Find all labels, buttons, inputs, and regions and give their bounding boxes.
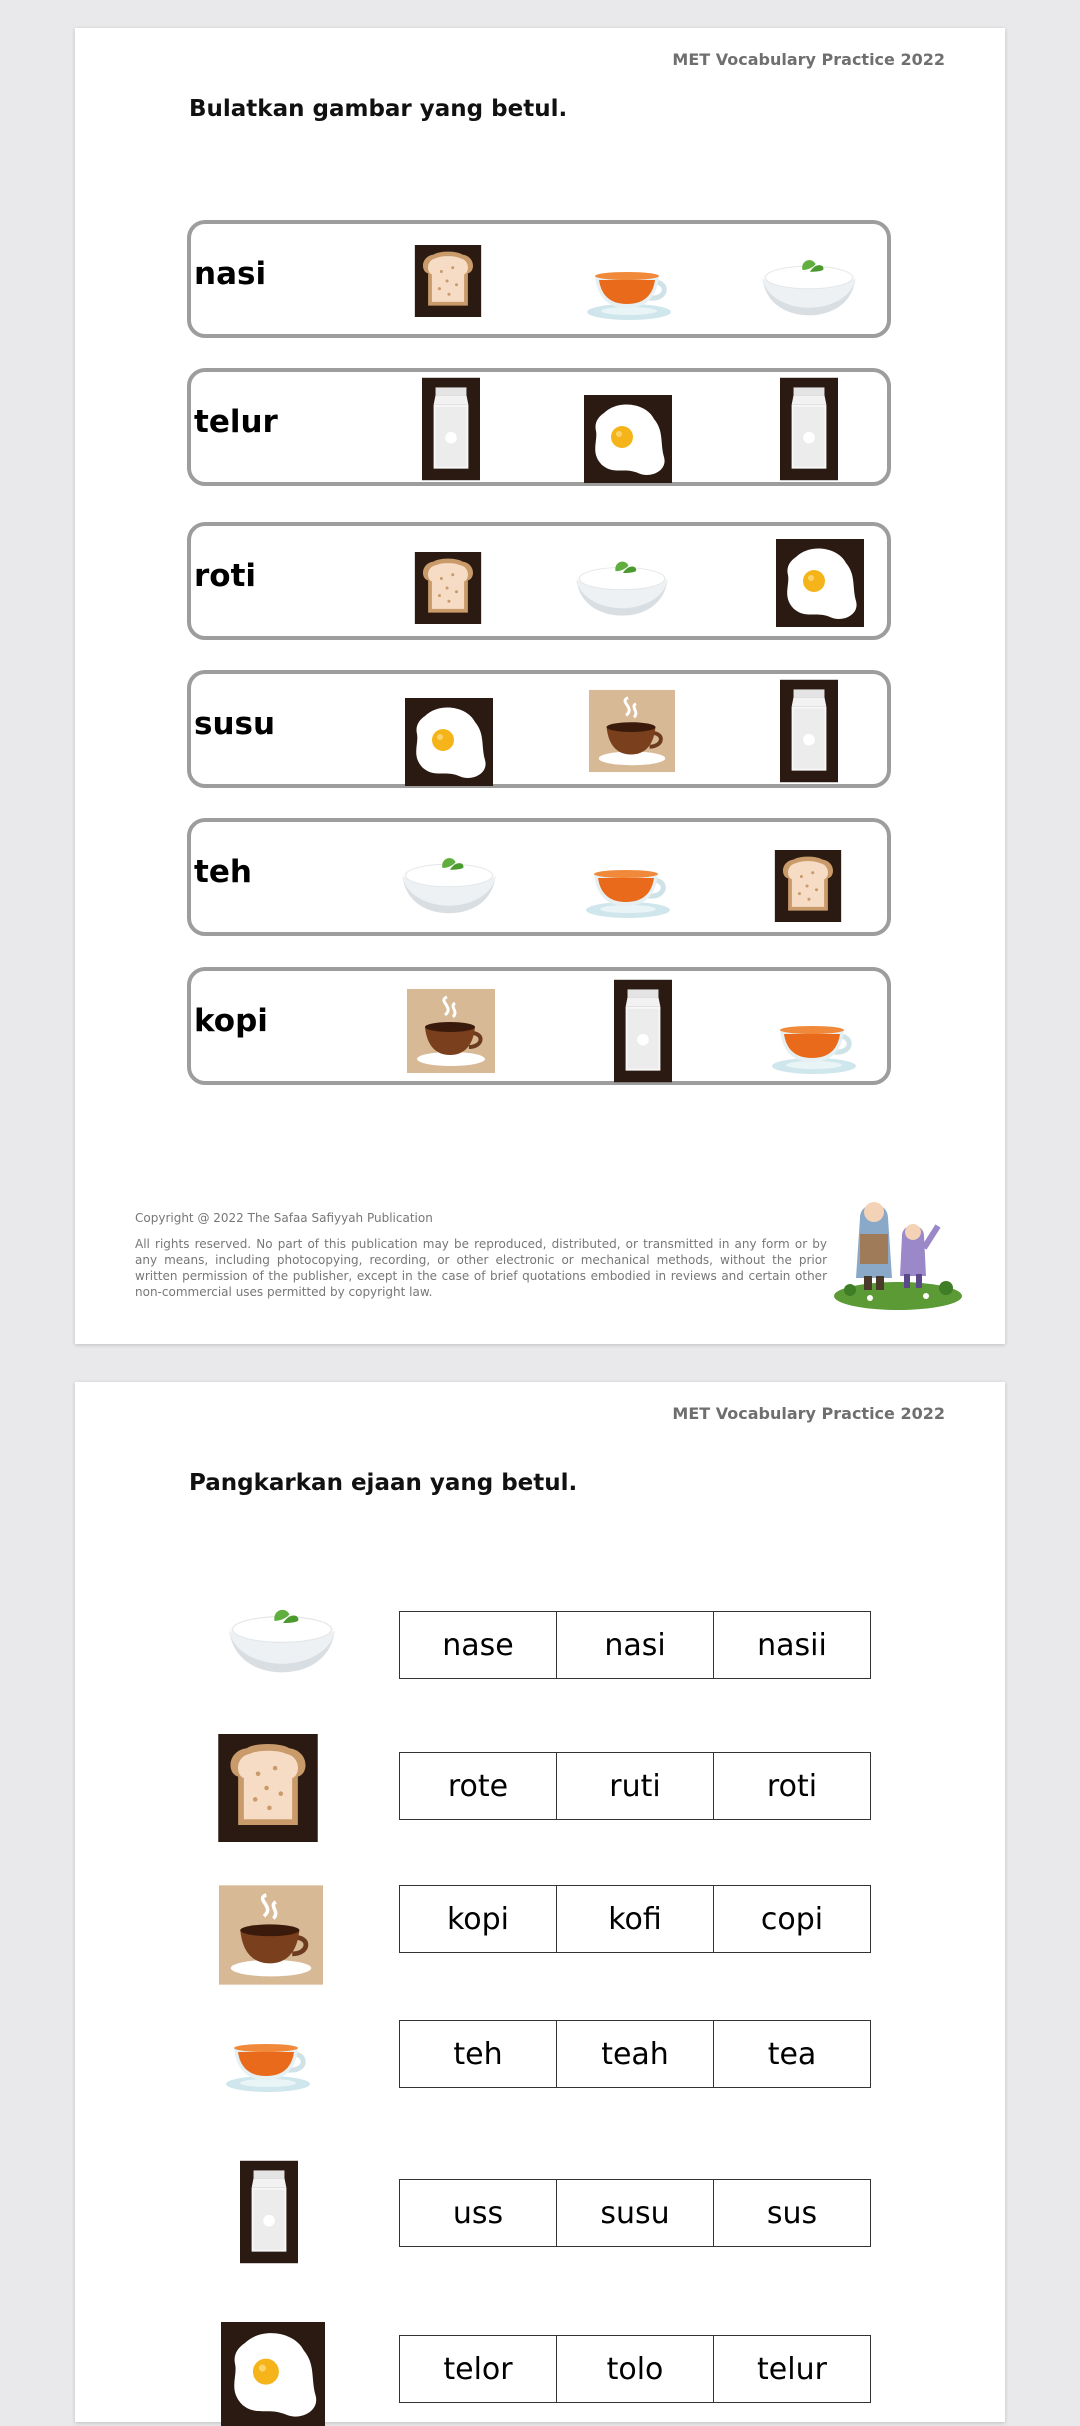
rights-statement: All rights reserved. No part of this publication may be reproduced, distributed, or transmitted in any form or by any means, including photocopying, recording, or other electronic or mechanical methods, without the prior written permission of the publisher, except in the case of brief quotations embodied in reviews and certain other non-commercial uses permitted by copyright law.	[135, 1237, 827, 1299]
egg-picture	[221, 2322, 325, 2426]
milk-picture[interactable]	[780, 377, 838, 481]
spelling-option[interactable]: uss	[400, 2180, 557, 2246]
spelling-option[interactable]: sus	[766, 2195, 818, 2231]
spelling-row-kopi	[399, 1885, 871, 1953]
bread-picture[interactable]	[414, 552, 482, 624]
spelling-option[interactable]: teh	[400, 2021, 557, 2087]
spelling-row-nasi	[399, 1611, 871, 1679]
tea-picture[interactable]	[769, 1016, 861, 1076]
spelling-option[interactable]: ruti	[557, 1753, 714, 1819]
spelling-option[interactable]: kopi	[400, 1886, 557, 1952]
rice-picture	[223, 1598, 341, 1678]
spelling-option[interactable]: copi	[760, 1901, 824, 1937]
tea-picture	[223, 2034, 315, 2094]
spelling-option[interactable]: nasii	[757, 1627, 827, 1663]
word-row-telur	[187, 368, 891, 486]
spelling-row-susu	[399, 2179, 871, 2247]
word-row-roti	[187, 522, 891, 640]
rice-picture[interactable]	[571, 551, 673, 621]
egg-picture[interactable]	[584, 395, 672, 483]
word-row-teh	[187, 818, 891, 936]
word-row-kopi	[187, 967, 891, 1085]
rice-picture[interactable]	[757, 249, 861, 321]
egg-picture[interactable]	[776, 539, 864, 627]
spelling-option[interactable]: kofi	[557, 1886, 714, 1952]
coffee-picture	[219, 1885, 323, 1985]
worksheet-page-2	[75, 1382, 1005, 2422]
milk-picture	[240, 2160, 298, 2264]
word-row-susu	[187, 670, 891, 788]
page-header: MET Vocabulary Practice 2022	[672, 1404, 945, 1423]
word-label: susu	[194, 706, 276, 742]
spelling-option[interactable]: nasi	[557, 1612, 714, 1678]
spelling-option[interactable]: roti	[766, 1768, 818, 1804]
spelling-option[interactable]: tea	[767, 2036, 817, 2072]
spelling-row-teh	[399, 2020, 871, 2088]
bread-picture[interactable]	[414, 245, 482, 317]
egg-picture[interactable]	[405, 698, 493, 786]
spelling-row-telur	[399, 2335, 871, 2403]
spelling-row-roti	[399, 1752, 871, 1820]
milk-picture[interactable]	[780, 679, 838, 783]
spelling-option[interactable]: susu	[557, 2180, 714, 2246]
spelling-option[interactable]: telor	[400, 2336, 557, 2402]
tea-picture[interactable]	[583, 860, 675, 920]
word-label: telur	[194, 404, 278, 440]
bread-picture	[218, 1734, 318, 1842]
coffee-picture[interactable]	[407, 989, 495, 1073]
copyright-notice	[135, 1210, 827, 1300]
coffee-picture[interactable]	[589, 689, 675, 773]
spelling-option[interactable]: telur	[757, 2351, 827, 2387]
instruction-choose-spelling: Pangkarkan ejaan yang betul.	[189, 1470, 578, 1496]
milk-picture[interactable]	[422, 377, 480, 481]
copyright-line: Copyright @ 2022 The Safaa Safiyyah Publication	[135, 1211, 433, 1225]
word-label: kopi	[194, 1003, 268, 1039]
spelling-option[interactable]: nase	[400, 1612, 557, 1678]
tea-picture[interactable]	[584, 262, 676, 322]
worksheet-page-1	[75, 28, 1005, 1344]
bread-picture[interactable]	[774, 850, 842, 922]
children-illustration	[830, 1178, 968, 1313]
spelling-option[interactable]: tolo	[557, 2336, 714, 2402]
milk-picture[interactable]	[614, 979, 672, 1083]
word-label: roti	[194, 558, 257, 594]
word-row-nasi	[187, 220, 891, 338]
page-header: MET Vocabulary Practice 2022	[672, 50, 945, 69]
rice-picture[interactable]	[397, 848, 501, 918]
instruction-circle-picture: Bulatkan gambar yang betul.	[189, 96, 568, 122]
spelling-option[interactable]: rote	[400, 1753, 557, 1819]
word-label: nasi	[194, 256, 267, 292]
spelling-option[interactable]: teah	[557, 2021, 714, 2087]
word-label: teh	[194, 854, 252, 890]
